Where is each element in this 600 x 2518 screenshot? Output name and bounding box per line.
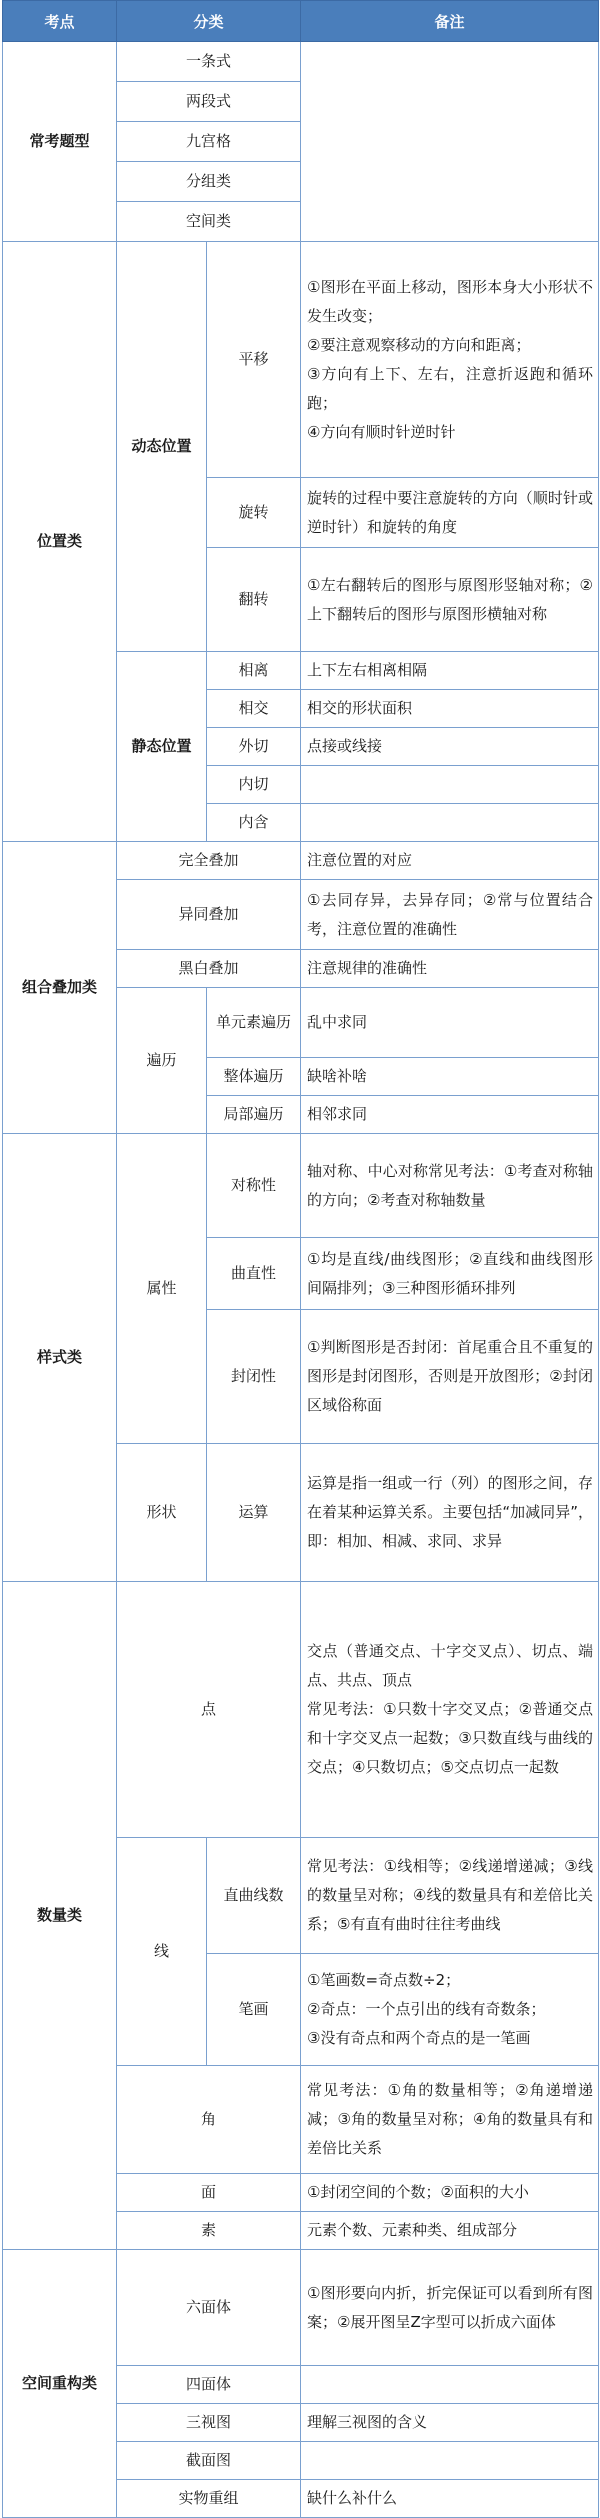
category-cell: 分组类: [117, 162, 301, 202]
category-cell: 四面体: [117, 2366, 301, 2404]
table-row: [3, 1134, 599, 1238]
category-cell: 相离: [207, 652, 301, 690]
group-title-yangshi: 样式类: [3, 1134, 117, 1582]
note-cell: 理解三视图的含义: [301, 2404, 599, 2442]
subgroup-shuxing: 属性: [117, 1134, 207, 1444]
note-cell: ①均是直线/曲线图形；②直线和曲线图形间隔排列；③三种图形循环排列: [301, 1238, 599, 1310]
category-cell: 相交: [207, 690, 301, 728]
group-title-kongjian: 空间重构类: [3, 2250, 117, 2518]
note-line: 常见考法：①只数十字交叉点；②普通交点和十字交叉点一起数；③只数直线与曲线的交点；④只数切点；⑤交点切点一起数: [307, 1700, 594, 1776]
note-cell: [301, 42, 599, 242]
note-cell: 相交的形状面积: [301, 690, 599, 728]
note-cell: 旋转的过程中要注意旋转的方向（顺时针或逆时针）和旋转的角度: [301, 478, 599, 548]
note-cell: 元素个数、元素种类、组成部分: [301, 2212, 599, 2250]
category-cell: 翻转: [207, 548, 301, 652]
header-row: [3, 1, 599, 42]
category-cell: 三视图: [117, 2404, 301, 2442]
category-cell: 点: [117, 1582, 301, 1838]
note-cell: ①去同存异，去异存同；②常与位置结合考，注意位置的准确性: [301, 880, 599, 950]
subgroup-xingzhuang: 形状: [117, 1444, 207, 1582]
category-cell: 素: [117, 2212, 301, 2250]
header-beizhu: 备注: [301, 1, 599, 42]
category-cell: 黑白叠加: [117, 950, 301, 988]
note-cell: [301, 766, 599, 804]
note-cell: ①图形要向内折，折完保证可以看到所有图案；②展开图呈Z字型可以折成六面体: [301, 2250, 599, 2366]
category-cell: 内含: [207, 804, 301, 842]
table-row: [3, 1582, 599, 1838]
note-cell: ①左右翻转后的图形与原图形竖轴对称；②上下翻转后的图形与原图形横轴对称: [301, 548, 599, 652]
note-line: ②要注意观察移动的方向和距离；: [307, 335, 531, 354]
note-cell: 常见考法：①线相等；②线递增递减；③线的数量呈对称；④线的数量具有和差倍比关系；⑤有直有曲时往往考曲线: [301, 1838, 599, 1954]
category-cell: 九宫格: [117, 122, 301, 162]
category-cell: 完全叠加: [117, 842, 301, 880]
group-title-weizhi: 位置类: [3, 242, 117, 842]
note-cell: [301, 2366, 599, 2404]
group-title-shuliang: 数量类: [3, 1582, 117, 2250]
note-cell: 上下左右相离相隔: [301, 652, 599, 690]
subgroup-xian: 线: [117, 1838, 207, 2066]
category-cell: 单元素遍历: [207, 988, 301, 1058]
category-cell: 整体遍历: [207, 1058, 301, 1096]
note-cell: ①封闭空间的个数；②面积的大小: [301, 2174, 599, 2212]
note-line: ③没有奇点和两个奇点的是一笔画: [307, 2029, 531, 2047]
category-cell: 封闭性: [207, 1310, 301, 1444]
category-cell: 空间类: [117, 202, 301, 242]
header-kaodian: 考点: [3, 1, 117, 42]
note-cell: 常见考法：①角的数量相等；②角递增递减；③角的数量呈对称；④角的数量具有和差倍比关系: [301, 2066, 599, 2174]
category-cell: 笔画: [207, 1954, 301, 2066]
note-cell: 点接或线接: [301, 728, 599, 766]
category-cell: 运算: [207, 1444, 301, 1582]
note-cell: [301, 242, 599, 478]
category-cell: 内切: [207, 766, 301, 804]
note-cell: 缺什么补什么: [301, 2480, 599, 2518]
category-cell: 六面体: [117, 2250, 301, 2366]
note-cell: ①判断图形是否封闭：首尾重合且不重复的图形是封闭图形，否则是开放图形；②封闭区域俗称面: [301, 1310, 599, 1444]
category-cell: 两段式: [117, 82, 301, 122]
knowledge-table: [2, 0, 599, 2518]
note-line: ④方向有顺时针逆时针: [307, 422, 456, 441]
category-cell: 旋转: [207, 478, 301, 548]
category-cell: 一条式: [117, 42, 301, 82]
category-cell: 截面图: [117, 2442, 301, 2480]
note-cell: [301, 804, 599, 842]
note-cell: 运算是指一组或一行（列）的图形之间，存在着某种运算关系。主要包括“加减同异”，即：相加、相减、求同、求异: [301, 1444, 599, 1582]
note-line: ②奇点：一个点引出的线有奇数条；: [307, 2000, 546, 2018]
note-cell: [301, 2442, 599, 2480]
category-cell: 外切: [207, 728, 301, 766]
category-cell: 对称性: [207, 1134, 301, 1238]
note-line: 交点（普通交点、十字交叉点）、切点、端点、共点、顶点: [307, 1642, 594, 1689]
header-fenlei: 分类: [117, 1, 301, 42]
note-cell: 注意规律的准确性: [301, 950, 599, 988]
table-row: [3, 842, 599, 880]
table-row: [3, 242, 599, 478]
note-cell: 轴对称、中心对称常见考法：①考查对称轴的方向；②考查对称轴数量: [301, 1134, 599, 1238]
category-cell: 直曲线数: [207, 1838, 301, 1954]
category-cell: 曲直性: [207, 1238, 301, 1310]
table-row: [3, 2250, 599, 2366]
note-cell: [301, 1954, 599, 2066]
subgroup-jingtai: 静态位置: [117, 652, 207, 842]
subgroup-bianli: 遍历: [117, 988, 207, 1134]
note-cell: 相邻求同: [301, 1096, 599, 1134]
note-cell: 缺啥补啥: [301, 1058, 599, 1096]
note-line: ③方向有上下、左右，注意折返跑和循环跑；: [307, 364, 594, 412]
note-cell: 乱中求同: [301, 988, 599, 1058]
note-cell: [301, 1582, 599, 1838]
category-cell: 实物重组: [117, 2480, 301, 2518]
subgroup-dongtai: 动态位置: [117, 242, 207, 652]
note-line: ①图形在平面上移动，图形本身大小形状不发生改变；: [307, 277, 594, 325]
table-row: [3, 42, 599, 82]
category-cell: 局部遍历: [207, 1096, 301, 1134]
group-title-changkao: 常考题型: [3, 42, 117, 242]
group-title-diejia: 组合叠加类: [3, 842, 117, 1134]
category-cell: 异同叠加: [117, 880, 301, 950]
category-cell: 平移: [207, 242, 301, 478]
note-cell: 注意位置的对应: [301, 842, 599, 880]
category-cell: 面: [117, 2174, 301, 2212]
note-line: ①笔画数=奇点数÷2；: [307, 1971, 461, 1989]
category-cell: 角: [117, 2066, 301, 2174]
